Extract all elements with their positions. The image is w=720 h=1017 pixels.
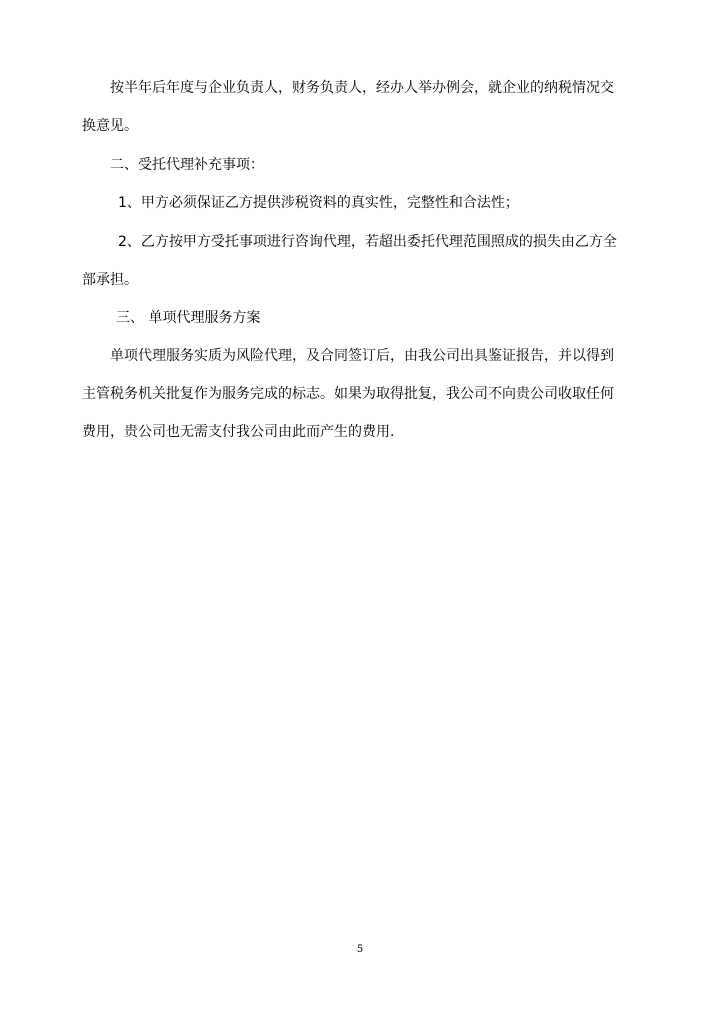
list-item-2-line-2: 部承担。 [82, 272, 138, 288]
list-item-1: 1、甲方必须保证乙方提供涉税资料的真实性，完整性和合法性； [118, 195, 519, 211]
paragraph-3-line-3: 费用，贵公司也无需支付我公司由此而产生的费用. [82, 424, 395, 440]
list-item-2-line-1: 2、乙方按甲方受托事项进行咨询代理，若超出委托代理范围照成的损失由乙方全 [118, 234, 617, 250]
paragraph-1-line-2: 换意见。 [82, 118, 138, 134]
paragraph-3-line-1: 单项代理服务实质为风险代理，及合同签订后，由我公司出具鉴证报告，并以得到 [110, 348, 614, 364]
section-heading-3: 三、 单项代理服务方案 [116, 310, 261, 326]
paragraph-1-line-1: 按半年后年度与企业负责人，财务负责人，经办人举办例会，就企业的纳税情况交 [110, 80, 614, 96]
section-heading-2: 二、受托代理补充事项： [110, 157, 264, 173]
page-number: 5 [356, 944, 364, 955]
paragraph-3-line-2: 主管税务机关批复作为服务完成的标志。如果为取得批复，我公司不向贵公司收取任何 [82, 386, 614, 402]
